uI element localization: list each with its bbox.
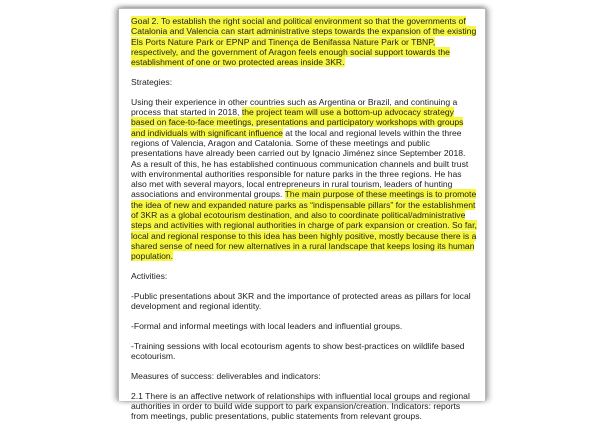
goal-highlighted-text: Goal 2. To establish the right social and political environment so that the governments of Catalonia and Valencia can start administrative steps towards the expansion of the existing Els Ports Nature Park or EPNP and Tinença de Benifassa Nature Park or TBNP, respectively, and the government of Aragon feels enough social support towards the establishment of one or two protected areas inside 3KR. [131,16,477,68]
strategies-text-2: at the local and regional levels within the three regions of Valencia, Aragon and Catalonia. Some of these meetings and public presentations have already been carried out by Ignacio Jiménez since September 2018. As a result of this, he has established continuous communication channels and built trust with environmental authorities responsible for nature parks in the three regions. He has also met with several mayors, local entrepreneurs in rural tourism, leaders of hunting associations and environmental groups. [131,127,469,200]
activity-item: -Formal and informal meetings with local leaders and influential groups. [131,320,403,331]
document-page [118,8,486,422]
document-body [131,16,477,431]
strategies-text-1: Using their experience in other countries such as Argentina or Brazil, and continuing a process that started in 2018, [131,96,458,118]
activity-item: -Training sessions with local ecotourism agents to show best-practices on wildlife based ecotourism. [131,340,465,362]
strategies-paragraph [131,97,477,262]
activity-item: -Public presentations about 3KR and the importance of protected areas as pillars for local development and regional identity. [131,290,471,312]
activities-heading: Activities: [131,271,168,282]
measure-item: 2.1 There is an affective network of relationships with influential local groups and regional authorities in order to build wide support to park expansion/creation. Indicators: reports from meetings, public presentations, public statements from relevant groups. [131,390,470,422]
strategies-highlight-2: The main purpose of these meetings is to promote the idea of new and expanded nature parks as “indispensable pillars” for the establishment of 3KR as a global ecotourism destination, and also to coordinate political/administrative steps and activities with regional authorities in charge of park expansion or creation. So far, local and regional response to this idea has been highly positive, mostly because there is a shared sense of need for new alternatives in a rural landscape that keeps losing its human population. [131,189,477,262]
strategies-heading: Strategies: [131,76,173,87]
goal-paragraph [131,16,477,67]
strategies-highlight-1: the project team will use a bottom-up advocacy strategy based on face-to-face meetings, presentations and participatory workshops with groups and individuals with significant influence [131,107,464,138]
measures-heading: Measures of success: deliverables and indicators: [131,370,321,381]
